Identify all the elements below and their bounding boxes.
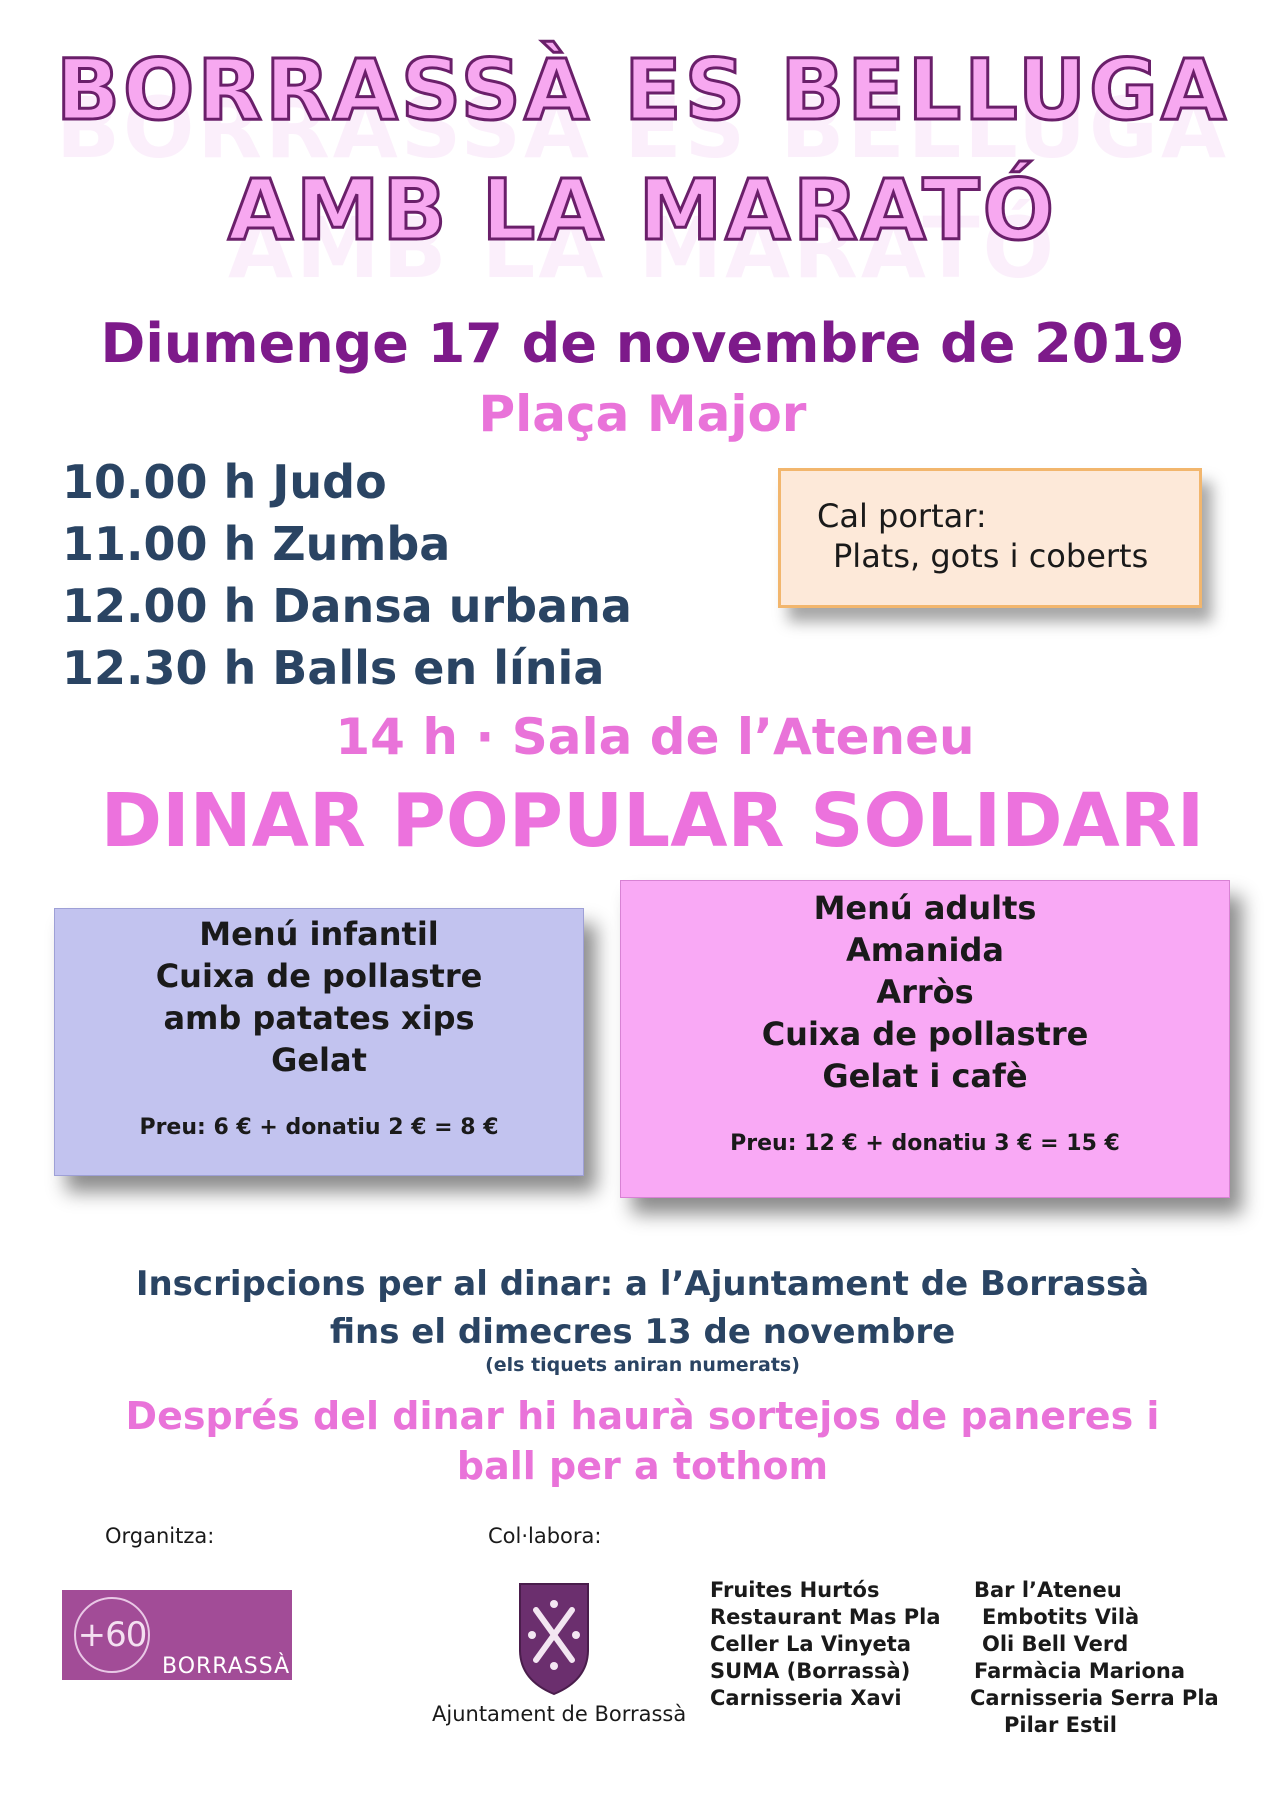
lunch-time-place: 14 h · Sala de l’Ateneu [335, 708, 975, 766]
menu-line: Amanida [846, 931, 1004, 969]
menu-line: Gelat i cafè [822, 1057, 1028, 1095]
registration-line2: fins el dimecres 13 de novembre [329, 1312, 956, 1352]
sponsor-item: Pilar Estil [1004, 1713, 1117, 1737]
sponsor-item: Farmàcia Mariona [974, 1659, 1185, 1683]
event-date: Diumenge 17 de novembre de 2019 [100, 312, 1185, 375]
collabora-label: Col·labora: [488, 1524, 602, 1548]
menu-line: amb patates xips [163, 999, 475, 1037]
poster-title-line1: BORRASSÀ ES BELLUGA [55, 41, 1230, 139]
callout-text: Plats, gots i coberts [833, 537, 1149, 575]
sponsor-item: Restaurant Mas Pla [710, 1605, 941, 1629]
sponsor-item: Celler La Vinyeta [710, 1632, 911, 1656]
menu-line: Menú adults [813, 889, 1037, 927]
sponsor-item: Carnisseria Serra Pla [970, 1686, 1219, 1710]
adults-menu-price: Preu: 12 € + donatiu 3 € = 15 € [730, 1131, 1120, 1156]
callout-title: Cal portar: [817, 497, 987, 535]
schedule-item: 10.00 h Judo [62, 455, 387, 509]
menu-line: Gelat [271, 1041, 367, 1079]
menu-line: Cuixa de pollastre [761, 1015, 1089, 1053]
poster-title-line2: AMB LA MARATÓ [227, 161, 1058, 259]
sponsor-item: Embotits Vilà [982, 1605, 1140, 1629]
lunch-title: DINAR POPULAR SOLIDARI [100, 778, 1205, 864]
schedule-item: 12.30 h Balls en línia [62, 641, 605, 695]
menu-line: Arròs [876, 973, 974, 1011]
bring-items-callout [778, 468, 1202, 608]
menu-line: Menú infantil [199, 915, 439, 953]
adults-menu-box [620, 880, 1230, 1198]
logo-name: BORRASSÀ [162, 1654, 291, 1679]
sponsor-item: Carnisseria Xavi [710, 1686, 902, 1710]
kids-menu-price: Preu: 6 € + donatiu 2 € = 8 € [139, 1115, 499, 1140]
event-place: Plaça Major [478, 385, 807, 443]
menu-line: Cuixa de pollastre [155, 957, 483, 995]
plus60-logo [62, 1590, 292, 1680]
organitza-label: Organitza: [105, 1524, 215, 1548]
registration-line1: Inscripcions per al dinar: a l’Ajuntament de Borrassà [135, 1264, 1150, 1304]
kids-menu-box [54, 908, 584, 1176]
ajuntament-label: Ajuntament de Borrassà [432, 1702, 687, 1726]
sponsor-item: Bar l’Ateneu [974, 1578, 1122, 1602]
coat-of-arms-icon [514, 1580, 594, 1698]
schedule-item: 12.00 h Dansa urbana [62, 579, 632, 633]
sponsor-item: SUMA (Borrassà) [710, 1659, 911, 1683]
registration-note: (els tiquets aniran numerats) [485, 1354, 800, 1376]
after-lunch-line1: Després del dinar hi haurà sortejos de paneres i [125, 1394, 1160, 1438]
logo-number: +60 [74, 1597, 150, 1673]
sponsor-item: Fruites Hurtós [710, 1578, 880, 1602]
schedule-item: 11.00 h Zumba [62, 517, 451, 571]
sponsor-item: Oli Bell Verd [982, 1632, 1129, 1656]
after-lunch-line2: ball per a tothom [456, 1444, 829, 1488]
